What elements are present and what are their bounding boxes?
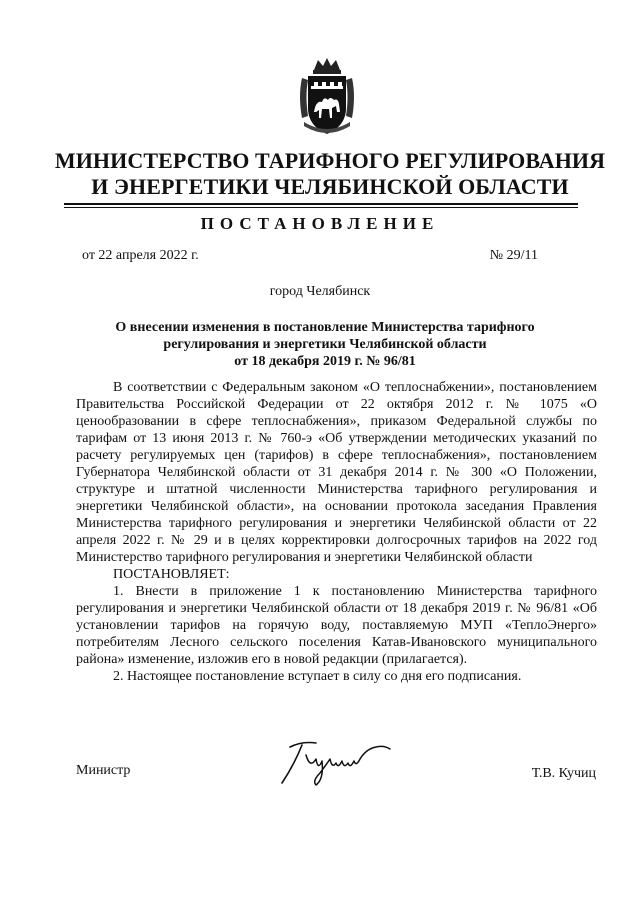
decree-word: ПОСТАНОВЛЯЕТ: xyxy=(113,567,230,582)
document-city: город Челябинск xyxy=(269,284,371,299)
handwritten-signature-icon xyxy=(272,735,402,787)
document-type: ПОСТАНОВЛЕНИЕ xyxy=(200,214,440,233)
decree-item-1: 1. Внести в приложение 1 к постановлению Министерства тарифного регулирования и энергетики Челябинской области от 18 декабря 2019 г. № 96/81 «Об установлении тарифов на горячую воду, поставляемую МУП «ТеплоЭнерго» потребителям Лесного сельского поселения Катав-Ивановского муниципального района» изменение, изложив его в новой редакции (прилагается). xyxy=(76,584,597,667)
signatory-name: Т.В. Кучиц xyxy=(531,766,596,781)
ministry-title xyxy=(40,148,620,200)
header-divider-thin xyxy=(64,207,578,208)
preamble-paragraph: В соответствии с Федеральным законом «О теплоснабжении», постановлением Правительства Российской Федерации от 22 октября 2012 г. № 1075 «О ценообразовании в сфере теплоснабжения», приказом Федеральной службы по тарифам от 13 июня 2013 г. № 760-э «Об утверждении методических указаний по расчету регулируемых цен (тарифов) в сфере теплоснабжения», постановлением Губернатора Челябинской области от 31 декабря 2014 г. № 300 «О Положении, структуре и штатной численности Министерства тарифного регулирования и энергетики Челябинской области», на основании протокола заседания Правления Министерства тарифного регулирования и энергетики Челябинской области от 22 апреля 2022 г. № 29 и в целях корректировки долгосрочных тарифов на 2022 год Министерство тарифного регулирования и энергетики Челябинской области xyxy=(76,380,597,565)
signatory-position: Министр xyxy=(76,763,131,778)
document-number: № 29/11 xyxy=(489,248,538,263)
decree-item-2: 2. Настоящее постановление вступает в силу со дня его подписания. xyxy=(113,669,522,684)
subject-line1: О внесении изменения в постановление Министерства тарифного xyxy=(115,320,535,335)
ministry-title-line1: МИНИСТЕРСТВО ТАРИФНОГО РЕГУЛИРОВАНИЯ xyxy=(54,148,606,173)
subject-line3: от 18 декабря 2019 г. № 96/81 xyxy=(234,354,416,369)
document-date: от 22 апреля 2022 г. xyxy=(82,248,199,263)
header-divider xyxy=(64,203,578,205)
document-body xyxy=(76,379,597,685)
ministry-title-line2: И ЭНЕРГЕТИКИ ЧЕЛЯБИНСКОЙ ОБЛАСТИ xyxy=(91,174,569,199)
chelyabinsk-coat-of-arms-icon xyxy=(296,56,358,140)
document-subject xyxy=(90,319,560,370)
subject-line2: регулирования и энергетики Челябинской области xyxy=(163,337,487,352)
